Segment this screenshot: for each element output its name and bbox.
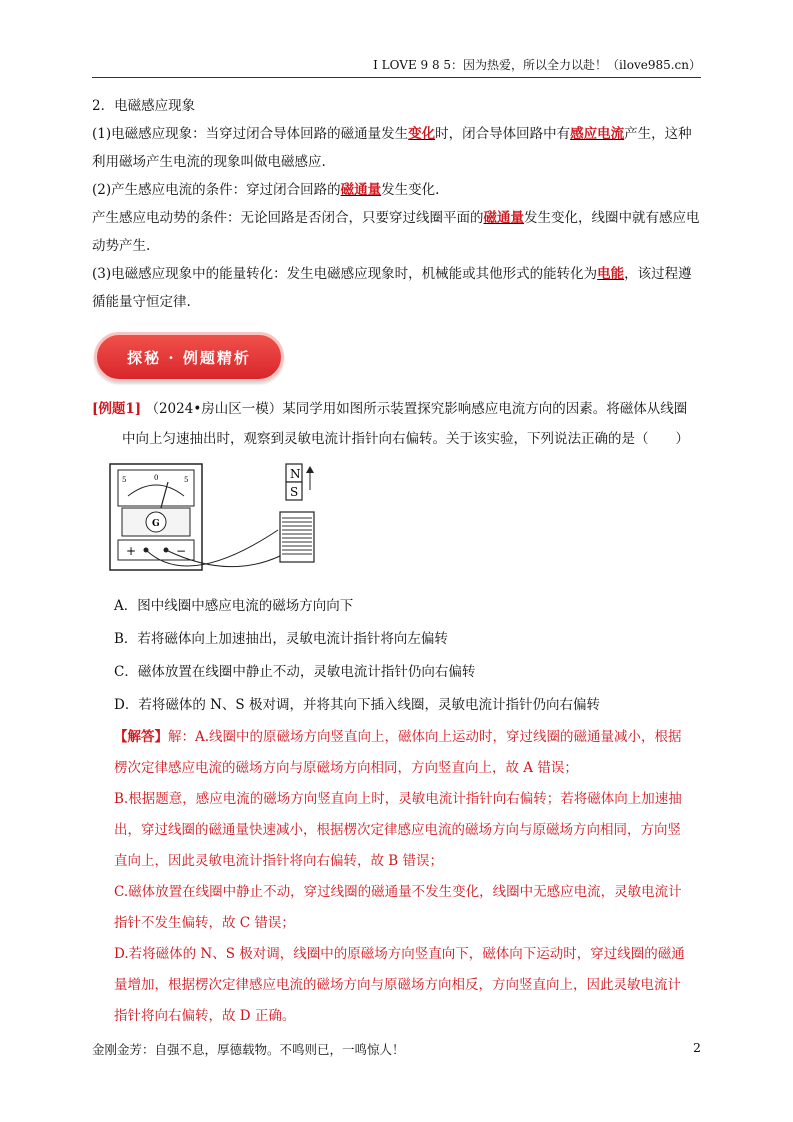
answer-line-6: C.磁体放置在线圈中静止不动，穿过线圈的磁通量不发生变化，线圈中无感应电流，灵敏电流计 xyxy=(114,884,682,900)
minus-label: − xyxy=(176,544,187,558)
question-line-2: 中向上匀速抽出时，观察到灵敏电流计指针向右偏转。关于该实验，下列说法正确的是（ ） xyxy=(122,431,689,447)
keyword-change: 变化 xyxy=(408,126,436,142)
p4-text-a: (3)电磁感应现象中的能量转化：发生电磁感应现象时，机械能或其他形式的能转化为 xyxy=(92,266,598,282)
page-header: I LOVE 9 8 5：因为热爱，所以全力以赴！（ilove985.cn） xyxy=(92,56,701,78)
p1-text-c: 产生，这种利用磁场产生电流的现象叫做电磁感应. xyxy=(92,126,692,170)
p2-text-b: 发生变化. xyxy=(381,182,440,198)
paragraph-3 xyxy=(92,204,702,260)
answer-line-9: 量增加，根据楞次定律感应电流的磁场方向与原磁场方向相反，方向竖直向上，因此灵敏电流计 xyxy=(114,977,681,993)
question-text-1: （2024•房山区一模）某同学用如图所示装置探究影响感应电流方向的因素。将磁体从线圈 xyxy=(145,401,688,417)
answer-line-7: 指针不发生偏转，故 C 错误； xyxy=(114,915,295,931)
paragraph-1 xyxy=(92,120,702,176)
keyword-electric-energy: 电能 xyxy=(597,266,625,282)
answer-line-10: 指针将向右偏转，故 D 正确。 xyxy=(114,1008,296,1024)
north-label: N xyxy=(290,467,301,481)
p4-text-b: ，该过程遵循能量守恒定律. xyxy=(92,266,692,310)
paragraph-4 xyxy=(92,260,702,316)
answer-line-3: B.根据题意，感应电流的磁场方向竖直向上时，灵敏电流计指针向右偏转；若将磁体向上加速抽 xyxy=(114,791,682,807)
answer-text-1: 解：A.线圈中的原磁场方向竖直向上，磁体向上运动时，穿过线圈的磁通量减小，根据 xyxy=(168,729,682,745)
scale-left-5: 5 xyxy=(122,476,127,484)
answer-line-4: 出，穿过线圈的磁通量快速减小，根据楞次定律感应电流的磁场方向与原磁场方向相同，方向竖 xyxy=(114,822,681,838)
example-banner xyxy=(94,332,284,382)
answer-line-1 xyxy=(92,722,702,753)
plus-label: + xyxy=(126,544,137,558)
g-label: G xyxy=(152,519,160,529)
answer-line-5: 直向上，因此灵敏电流计指针将向右偏转，故 B 错误； xyxy=(114,853,444,869)
option-d: D．若将磁体的 N、S 极对调，并将其向下插入线圈，灵敏电流计指针仍向右偏转 xyxy=(114,697,600,713)
experiment-figure xyxy=(108,460,358,580)
option-b: B．若将磁体向上加速抽出，灵敏电流计指针将向左偏转 xyxy=(114,631,448,647)
page-footer xyxy=(92,1040,701,1058)
answer-line-2: 楞次定律感应电流的磁场方向与原磁场方向相同，方向竖直向上，故 A 错误； xyxy=(114,760,578,776)
p3-text-b: 发生变化，线圈中就有感应电动势产生. xyxy=(92,210,700,254)
option-c: C．磁体放置在线圈中静止不动，灵敏电流计指针仍向右偏转 xyxy=(114,664,476,680)
p1-text-b: 时，闭合导体回路中有 xyxy=(435,126,571,142)
p1-text-a: (1)电磁感应现象：当穿过闭合导体回路的磁通量发生 xyxy=(92,126,409,142)
keyword-flux-2: 磁通量 xyxy=(483,210,524,226)
answer-line-8: D.若将磁体的 N、S 极对调，线圈中的原磁场方向竖直向下，磁体向下运动时，穿过线圈的磁通 xyxy=(114,946,685,962)
page-content xyxy=(92,92,702,1032)
p2-text-a: (2)产生感应电流的条件：穿过闭合回路的 xyxy=(92,182,341,198)
keyword-induced-current: 感应电流 xyxy=(570,126,625,142)
scale-right-5: 5 xyxy=(184,476,189,484)
answer-tag: 【解答】 xyxy=(114,729,168,745)
keyword-flux: 磁通量 xyxy=(340,182,382,198)
south-label: S xyxy=(290,485,299,499)
question-line-1 xyxy=(92,394,702,424)
scale-zero: 0 xyxy=(154,474,159,482)
arrow-up-head xyxy=(306,466,314,473)
paragraph-2 xyxy=(92,176,702,204)
p3-text-a: 产生感应电动势的条件：无论回路是否闭合，只要穿过线圈平面的 xyxy=(92,210,484,226)
page-number: 2 xyxy=(693,1040,701,1055)
question-label: [例题1] xyxy=(92,401,142,417)
banner-label: 探秘 · 例题精析 xyxy=(127,348,251,367)
option-a: A．图中线圈中感应电流的磁场方向向下 xyxy=(114,598,354,614)
footer-motto: 金刚金芳：自强不息，厚德载物。不鸣则已，一鸣惊人！ xyxy=(92,1042,405,1057)
section-title: 2．电磁感应现象 xyxy=(92,98,196,114)
